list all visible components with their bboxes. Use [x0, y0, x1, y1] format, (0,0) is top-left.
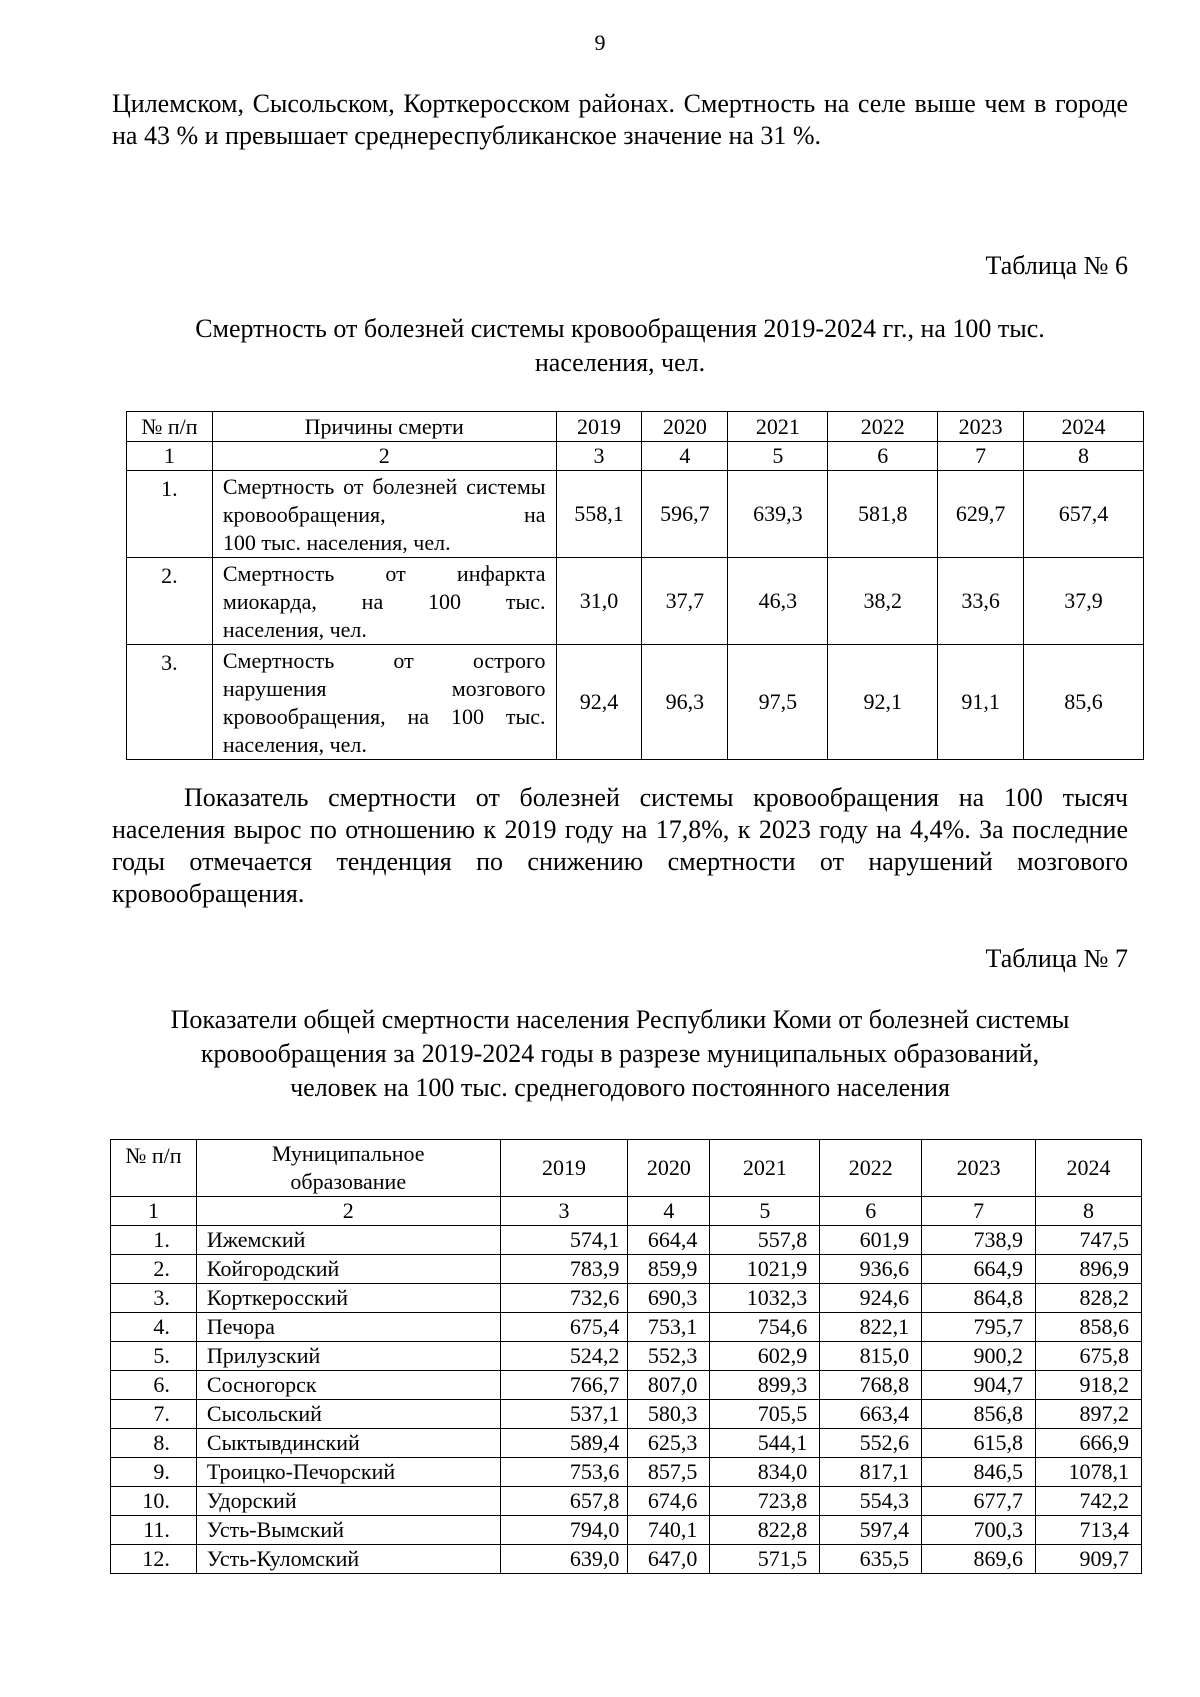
table6-value: 629,7: [938, 471, 1024, 558]
table6-row-cause: [212, 645, 556, 760]
table7-colnum: 5: [710, 1197, 820, 1226]
table7-header-year: 2024: [1036, 1140, 1142, 1197]
table7-value: 869,6: [922, 1545, 1036, 1574]
table7-row-num: 5.: [111, 1342, 197, 1371]
table7-header-year: 2022: [820, 1140, 922, 1197]
table7-value: 552,6: [820, 1429, 922, 1458]
table7-header-num: № п/п: [111, 1140, 197, 1197]
table6-header-row: [127, 412, 1144, 442]
table7-header-year: 2020: [628, 1140, 710, 1197]
table6: [126, 411, 1144, 760]
table7-header-year: 2021: [710, 1140, 820, 1197]
table7-value: 675,8: [1036, 1342, 1142, 1371]
table7-row: [111, 1371, 1142, 1400]
table7-value: 896,9: [1036, 1255, 1142, 1284]
table6-value: 596,7: [642, 471, 728, 558]
table7-row: [111, 1313, 1142, 1342]
table7-value: 753,6: [500, 1458, 628, 1487]
table7-value: 674,6: [628, 1487, 710, 1516]
table7-caption-line1: Показатели общей смертности населения Республики Коми от болезней системы: [170, 1005, 1070, 1034]
table6-cause-line: 100 тыс. населения, чел.: [222, 530, 451, 555]
table7-colnum-row: [111, 1197, 1142, 1226]
table7-value: 597,4: [820, 1516, 922, 1545]
table7-value: 856,8: [922, 1400, 1036, 1429]
table7-municipality: Корткеросский: [196, 1284, 500, 1313]
table7-row-num: 1.: [111, 1226, 197, 1255]
table7-row-num: 10.: [111, 1487, 197, 1516]
table7-value: 1078,1: [1036, 1458, 1142, 1487]
table7-row-num: 8.: [111, 1429, 197, 1458]
table6-value: 558,1: [556, 471, 642, 558]
table6-cause-line: кровообращения, на 100 тыс.: [222, 704, 546, 729]
table7-value: 815,0: [820, 1342, 922, 1371]
table6-row-cause: [212, 471, 556, 558]
table6-value: 85,6: [1024, 645, 1144, 760]
table6-colnum-row: [127, 442, 1144, 471]
table7-row-num: 3.: [111, 1284, 197, 1313]
table7-value: 657,8: [500, 1487, 628, 1516]
table6-label: Таблица № 6: [985, 251, 1128, 280]
table6-header-year: 2022: [828, 412, 938, 442]
table6-value: 657,4: [1024, 471, 1144, 558]
table7-value: 580,3: [628, 1400, 710, 1429]
table6-row-cause: [212, 558, 556, 645]
table6-colnum: 1: [127, 442, 213, 471]
table7-value: 537,1: [500, 1400, 628, 1429]
table7-colnum: 2: [196, 1197, 500, 1226]
table7-value: 557,8: [710, 1226, 820, 1255]
table7-value: 783,9: [500, 1255, 628, 1284]
table7-value: 574,1: [500, 1226, 628, 1255]
table7-caption: [110, 1003, 1130, 1105]
middle-paragraph: Показатель смертности от болезней системы кровообращения на 100 тысяч населения вырос по отношению к 2019 году на 17,8%, к 2023 году на 4,4%. За последние годы отмечается тенденция по снижению смертности от нарушений мозгового кровообращения.: [112, 783, 1128, 908]
table6-value: 38,2: [828, 558, 938, 645]
table7-label: Таблица № 7: [985, 944, 1128, 973]
table7-municipality: Удорский: [196, 1487, 500, 1516]
table6-colnum: 7: [938, 442, 1024, 471]
table7-value: 625,3: [628, 1429, 710, 1458]
table7-value: 834,0: [710, 1458, 820, 1487]
table7-colnum: 3: [500, 1197, 628, 1226]
table7-value: 754,6: [710, 1313, 820, 1342]
table7-row-num: 4.: [111, 1313, 197, 1342]
table7-value: 859,9: [628, 1255, 710, 1284]
table7-row-num: 12.: [111, 1545, 197, 1574]
table7-value: 601,9: [820, 1226, 922, 1255]
table7-value: 664,4: [628, 1226, 710, 1255]
table7-value: 1021,9: [710, 1255, 820, 1284]
table6-value: 92,4: [556, 645, 642, 760]
table7-municipality: Усть-Куломский: [196, 1545, 500, 1574]
table7-municipality: Печора: [196, 1313, 500, 1342]
table6-header-year: 2024: [1024, 412, 1144, 442]
table6-row-num: 1.: [127, 471, 213, 558]
table7-row-num: 11.: [111, 1516, 197, 1545]
table6-colnum: 5: [728, 442, 828, 471]
table6-header-cause: Причины смерти: [212, 412, 556, 442]
table7-value: 723,8: [710, 1487, 820, 1516]
table7-header-mun-line1: Муниципальное: [271, 1141, 425, 1166]
table7-row-num: 7.: [111, 1400, 197, 1429]
table6-value: 33,6: [938, 558, 1024, 645]
table7-value: 846,5: [922, 1458, 1036, 1487]
table6-cause-line: населения, чел.: [222, 732, 367, 757]
table7-value: 747,5: [1036, 1226, 1142, 1255]
table7-value: 524,2: [500, 1342, 628, 1371]
table6-caption-line2: населения, чел.: [534, 348, 706, 377]
table6-colnum: 2: [212, 442, 556, 471]
table6-header-year: 2023: [938, 412, 1024, 442]
table6-value: 91,1: [938, 645, 1024, 760]
table7-value: 899,3: [710, 1371, 820, 1400]
table7-value: 639,0: [500, 1545, 628, 1574]
table7-row: [111, 1255, 1142, 1284]
table6-colnum: 3: [556, 442, 642, 471]
table7-value: 864,8: [922, 1284, 1036, 1313]
table6-header-num: № п/п: [127, 412, 213, 442]
table7-value: 554,3: [820, 1487, 922, 1516]
table7-value: 740,1: [628, 1516, 710, 1545]
table6-row: [127, 645, 1144, 760]
table7-row-num: 2.: [111, 1255, 197, 1284]
table6-value: 92,1: [828, 645, 938, 760]
table7-value: 690,3: [628, 1284, 710, 1313]
table7-value: 666,9: [1036, 1429, 1142, 1458]
table6-value: 46,3: [728, 558, 828, 645]
table7-municipality: Сыктывдинский: [196, 1429, 500, 1458]
table7-value: 753,1: [628, 1313, 710, 1342]
table7-value: 663,4: [820, 1400, 922, 1429]
table6-cause-line: населения, чел.: [222, 617, 367, 642]
table6-caption: [110, 312, 1130, 380]
table7-row: [111, 1226, 1142, 1255]
table6-cause-line: Смертность от болезней: [222, 474, 458, 499]
table7-colnum: 6: [820, 1197, 922, 1226]
table7-caption-line3: человек на 100 тыс. среднегодового постоянного населения: [290, 1073, 950, 1102]
table6-cause-line: Смертность от инфаркта: [222, 561, 546, 586]
table7-row: [111, 1545, 1142, 1574]
table7-value: 795,7: [922, 1313, 1036, 1342]
table7-value: 768,8: [820, 1371, 922, 1400]
table7-value: 822,8: [710, 1516, 820, 1545]
table7-value: 900,2: [922, 1342, 1036, 1371]
table7-value: 1032,3: [710, 1284, 820, 1313]
table7-value: 635,5: [820, 1545, 922, 1574]
table6-row: [127, 558, 1144, 645]
table7-value: 738,9: [922, 1226, 1036, 1255]
table7-municipality: Усть-Вымский: [196, 1516, 500, 1545]
table7-value: 700,3: [922, 1516, 1036, 1545]
table6-colnum: 4: [642, 442, 728, 471]
table7-value: 924,6: [820, 1284, 922, 1313]
table7-value: 675,4: [500, 1313, 628, 1342]
table7-value: 742,2: [1036, 1487, 1142, 1516]
page-number: 9: [594, 30, 606, 55]
table6-value: 581,8: [828, 471, 938, 558]
table6-value: 639,3: [728, 471, 828, 558]
table7-municipality: Койгородский: [196, 1255, 500, 1284]
table7-header-year: 2019: [500, 1140, 628, 1197]
table7-colnum: 7: [922, 1197, 1036, 1226]
table7: [110, 1139, 1142, 1574]
table7-municipality: Сысольский: [196, 1400, 500, 1429]
table7-header-row: [111, 1140, 1142, 1197]
table6-caption-line1: Смертность от болезней системы кровообращения 2019-2024 гг., на 100 тыс.: [195, 314, 1045, 343]
table7-caption-line2: кровообращения за 2019-2024 годы в разрезе муниципальных образований,: [200, 1039, 1040, 1068]
table7-value: 713,4: [1036, 1516, 1142, 1545]
table7-header-year: 2023: [922, 1140, 1036, 1197]
table7-colnum: 4: [628, 1197, 710, 1226]
table7-value: 897,2: [1036, 1400, 1142, 1429]
table7-value: 817,1: [820, 1458, 922, 1487]
table7-value: 909,7: [1036, 1545, 1142, 1574]
table7-municipality: Ижемский: [196, 1226, 500, 1255]
table7-colnum: 1: [111, 1197, 197, 1226]
table6-header-year: 2021: [728, 412, 828, 442]
intro-paragraph: Цилемском, Сысольском, Корткеросском районах. Смертность на селе выше чем в городе на 43 % и превышает среднереспубликанское значение на 31 %.: [112, 89, 1128, 150]
table6-row-num: 2.: [127, 558, 213, 645]
table7-row-num: 9.: [111, 1458, 197, 1487]
table6-cause-line: системы кровообращения, на: [222, 474, 546, 527]
table6-colnum: 6: [828, 442, 938, 471]
table7-row: [111, 1284, 1142, 1313]
table7-value: 918,2: [1036, 1371, 1142, 1400]
table6-value: 37,9: [1024, 558, 1144, 645]
table7-value: 705,5: [710, 1400, 820, 1429]
table6-value: 37,7: [642, 558, 728, 645]
table7-value: 647,0: [628, 1545, 710, 1574]
table7-value: 822,1: [820, 1313, 922, 1342]
table7-value: 904,7: [922, 1371, 1036, 1400]
table6-header-year: 2019: [556, 412, 642, 442]
table7-value: 664,9: [922, 1255, 1036, 1284]
table7-municipality: Сосногорск: [196, 1371, 500, 1400]
table6-header-year: 2020: [642, 412, 728, 442]
table7-value: 766,7: [500, 1371, 628, 1400]
table6-cause-line: Смертность от острого: [222, 648, 546, 673]
table7-header-mun-line2: образование: [290, 1169, 407, 1194]
table7-value: 732,6: [500, 1284, 628, 1313]
table7-municipality: Прилузский: [196, 1342, 500, 1371]
table6-value: 96,3: [642, 645, 728, 760]
table7-colnum: 8: [1036, 1197, 1142, 1226]
table6-colnum: 8: [1024, 442, 1144, 471]
table7-value: 936,6: [820, 1255, 922, 1284]
table7-value: 677,7: [922, 1487, 1036, 1516]
table7-header-municipality: [196, 1140, 500, 1197]
table7-value: 552,3: [628, 1342, 710, 1371]
table6-row: [127, 471, 1144, 558]
table6-cause-line: миокарда, на 100 тыс.: [222, 589, 546, 614]
table7-municipality: Троицко-Печорский: [196, 1458, 500, 1487]
table7-value: 807,0: [628, 1371, 710, 1400]
table7-value: 857,5: [628, 1458, 710, 1487]
table7-row: [111, 1458, 1142, 1487]
table7-value: 589,4: [500, 1429, 628, 1458]
table7-value: 858,6: [1036, 1313, 1142, 1342]
table6-value: 31,0: [556, 558, 642, 645]
table6-value: 97,5: [728, 645, 828, 760]
table7-row: [111, 1487, 1142, 1516]
table7-value: 544,1: [710, 1429, 820, 1458]
table7-value: 828,2: [1036, 1284, 1142, 1313]
table7-value: 602,9: [710, 1342, 820, 1371]
table7-value: 794,0: [500, 1516, 628, 1545]
table7-row: [111, 1516, 1142, 1545]
table7-value: 615,8: [922, 1429, 1036, 1458]
table7-value: 571,5: [710, 1545, 820, 1574]
table7-row: [111, 1400, 1142, 1429]
table6-row-num: 3.: [127, 645, 213, 760]
table7-row-num: 6.: [111, 1371, 197, 1400]
table6-cause-line: нарушения мозгового: [222, 676, 546, 701]
table7-row: [111, 1429, 1142, 1458]
table7-row: [111, 1342, 1142, 1371]
